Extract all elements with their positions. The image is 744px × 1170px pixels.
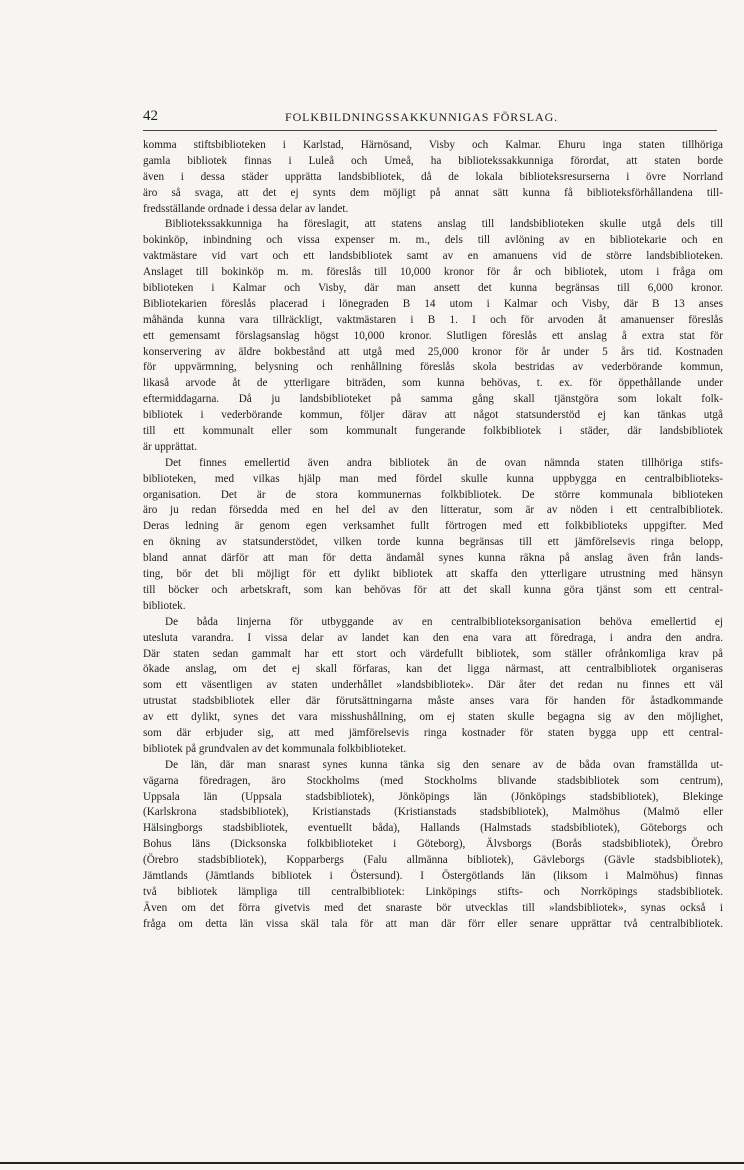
- text-line: Där staten sedan gammalt har ett stort och värdefullt bibliotek, som ställer ofrånkomliga krav på: [143, 647, 723, 660]
- text-line: eftermiddagarna. Då ju landsbiblioteket på samma gång skall tjänstgöra som lokalt folk-: [143, 393, 723, 406]
- text-line: Även om det förra givetvis med det snaraste bör utvecklas till »landsbibliotek», synas också i: [143, 901, 723, 914]
- text-line: biblioteken, med vilkas hjälp man med fördel skulle kunna uppbygga en centralbiblioteks-: [143, 472, 723, 485]
- text-line: konservering av äldre bokbestånd att utgå med 25,000 kronor för år under 5 års tid. Kostnaden: [143, 345, 723, 358]
- text-line: vägarna föredragen, äro Stockholms (med Stockholms blivande stadsbibliotek som centrum),: [143, 774, 723, 787]
- text-line: ting, bör det bli möjligt för ett dylikt bibliotek att skaffa den ytterligare utrustning med hänsyn: [143, 568, 723, 581]
- text-line: komma stiftsbiblioteken i Karlstad, Härnösand, Visby och Kalmar. Ehuru inga staten tillhöriga: [143, 139, 723, 151]
- body-text: [143, 138, 723, 933]
- text-line: äro ju redan försedda med en hel del av den litteratur, som är av nöden i ett centralbibliotek.: [143, 504, 723, 517]
- running-title: FOLKBILDNINGSSAKKUNNIGAS FÖRSLAG.: [285, 110, 559, 124]
- text-line: av ett dylikt, synes det vara misshushållning, om ej staten skulle begagna sig av den möjlighet,: [143, 711, 723, 724]
- text-line: Anslaget till bokinköp m. m. föreslås till 10,000 kronor för år och bibliotek, utom i fråga om: [143, 266, 723, 279]
- text-line: Hälsingborgs stadsbibliotek, eventuellt båda), Hallands (Halmstads stadsbibliotek), Göteborgs och: [143, 822, 723, 835]
- text-line: Bohus läns (Dicksonska folkbiblioteket i Göteborg), Älvsborgs (Borås stadsbibliotek), Örebro: [143, 838, 723, 851]
- text-line: De län, där man snarast synes kunna tänka sig den senare av de båda ovan framställda ut-: [165, 758, 723, 771]
- text-line: bibliotek på grundvalen av det kommunala folkbiblioteket.: [143, 742, 407, 755]
- header-rule: [143, 130, 717, 131]
- text-line: för uppvärmning, belysning och renhållning föreslås skola bestridas av vederbörande kommun,: [143, 361, 723, 374]
- text-line: utesluta varandra. I vissa delar av landet kan den ena vara att föredraga, i andra den andra.: [143, 631, 723, 644]
- text-line: Bibliotekssakkunniga ha föreslagit, att statens anslag till landsbiblioteken skulle utgå dels till: [165, 218, 723, 231]
- text-line: två bibliotek lämpliga till centralbibliotek: Linköpings stifts- och Norrköpings stadsbibliotek.: [143, 885, 723, 898]
- page-number: 42: [143, 108, 158, 124]
- text-line: även i dessa städer upprätta landsbibliotek, då de lokala biblioteksresurserna i övre Norrland: [143, 170, 723, 183]
- text-line: bibliotek i vederbörande kommun, följer därav att något statsunderstöd ej kan tänkas utgå: [143, 409, 723, 422]
- text-line: ökade anslag, om det ej skall förfaras, kan det ligga närmast, att centralbibliotek organiseras: [143, 663, 723, 676]
- text-line: fredsställande ordnade i dessa delar av landet.: [143, 202, 349, 215]
- text-line: till böcker och arbetskraft, som kan behövas för att det skall kunna göra tjänst som ett central-: [143, 583, 723, 596]
- text-line: Bibliotekarien föreslås placerad i lönegraden B 14 utom i Kalmar och Visby, där B 13 anses: [143, 297, 723, 310]
- text-line: bokinköp, inbindning och vissa expenser m. m., dels till avlöning av en bibliotekarie och en: [143, 234, 723, 247]
- text-line: Det finnes emellertid även andra bibliotek än de ovan nämnda staten tillhöriga stifs-: [165, 456, 723, 469]
- text-line: bland annat därför att man för detta ändamål synes kunna räkna på anslag även från lands-: [143, 552, 723, 565]
- text-line: (Karlskrona stadsbibliotek), Kristianstads (Kristianstads stadsbibliotek), Malmöhus (Malmö eller: [143, 806, 723, 819]
- text-line: Deras ledning är genom egen verksamhet fullt förtrogen med ett folkbiblioteks uppgifter. Med: [143, 520, 723, 533]
- text-line: utrustat stadsbibliotek eller där förutsättningarna måste anses vara för handen för åstadkommande: [143, 695, 723, 708]
- text-line: biblioteken i Kalmar och Visby, där man ansett det kunna begränsas till 6,000 kronor.: [143, 282, 723, 295]
- text-line: ett gemensamt förslagsanslag högst 10,000 kronor. Slutligen föreslås ett anslag å extra stat för: [143, 329, 723, 342]
- text-line: Jämtlands (Jämtlands bibliotek i Östersund). I Östergötlands län (liksom i Malmöhus) finnas: [143, 869, 723, 882]
- text-line: gamla bibliotek finnas i Luleå och Umeå, ha bibliotekssakkunniga förordat, att staten borde: [143, 154, 723, 167]
- text-line: som ett väsentligen av staten underhållet »landsbibliotek». Där åter det redan nu finnes ett väl: [143, 679, 723, 692]
- text-line: (Örebro stadsbibliotek), Kopparbergs (Falu allmänna bibliotek), Gävleborgs (Gävle stadsbibliotek),: [143, 854, 723, 867]
- text-line: bibliotek.: [143, 599, 186, 612]
- text-line: är upprättat.: [143, 440, 198, 453]
- page-bottom-edge: [0, 1162, 744, 1170]
- text-line: som där erbjuder sig, att med jämförelsevis ringa kostnader för staten bygga upp ett central-: [143, 726, 723, 739]
- text-line: De båda linjerna för utbyggande av en centralbiblioteksorganisation behöva emellertid ej: [165, 615, 723, 628]
- text-line: äro så svaga, att det ej synts dem möjligt på annat sätt kunna få biblioteksförhållandena till-: [143, 186, 723, 199]
- text-line: vaktmästare vid vart och ett landsbibliotek samt av en amanuens vid de större landsbiblioteken.: [143, 250, 723, 263]
- text-line: till ett kommunalt eller som kommunalt fungerande folkbibliotek i städer, där landsbibliotek: [143, 425, 723, 438]
- text-line: likaså arvode åt de ytterligare biträden, som kunna behövas, t. ex. för öppethållande under: [143, 377, 723, 390]
- page-header: [143, 108, 723, 130]
- text-line: måhända kunna vara tillräckligt, vaktmästaren i B 1. I och för arvoden åt amanuenser föreslås: [143, 313, 723, 326]
- text-line: organisation. Det är de stora kommunernas folkbibliotek. De större kommunala biblioteken: [143, 488, 723, 501]
- text-line: Uppsala län (Uppsala stadsbibliotek), Jönköpings län (Jönköpings stadsbibliotek), Blekinge: [143, 790, 723, 803]
- text-line: fråga om detta län vissa skäl tala för att man där förr eller senare upprättar två centralbibliotek.: [143, 917, 723, 930]
- text-line: en ökning av statsunderstödet, vilken torde kunna begränsas till ett jämförelsevis ringa belopp,: [143, 536, 723, 549]
